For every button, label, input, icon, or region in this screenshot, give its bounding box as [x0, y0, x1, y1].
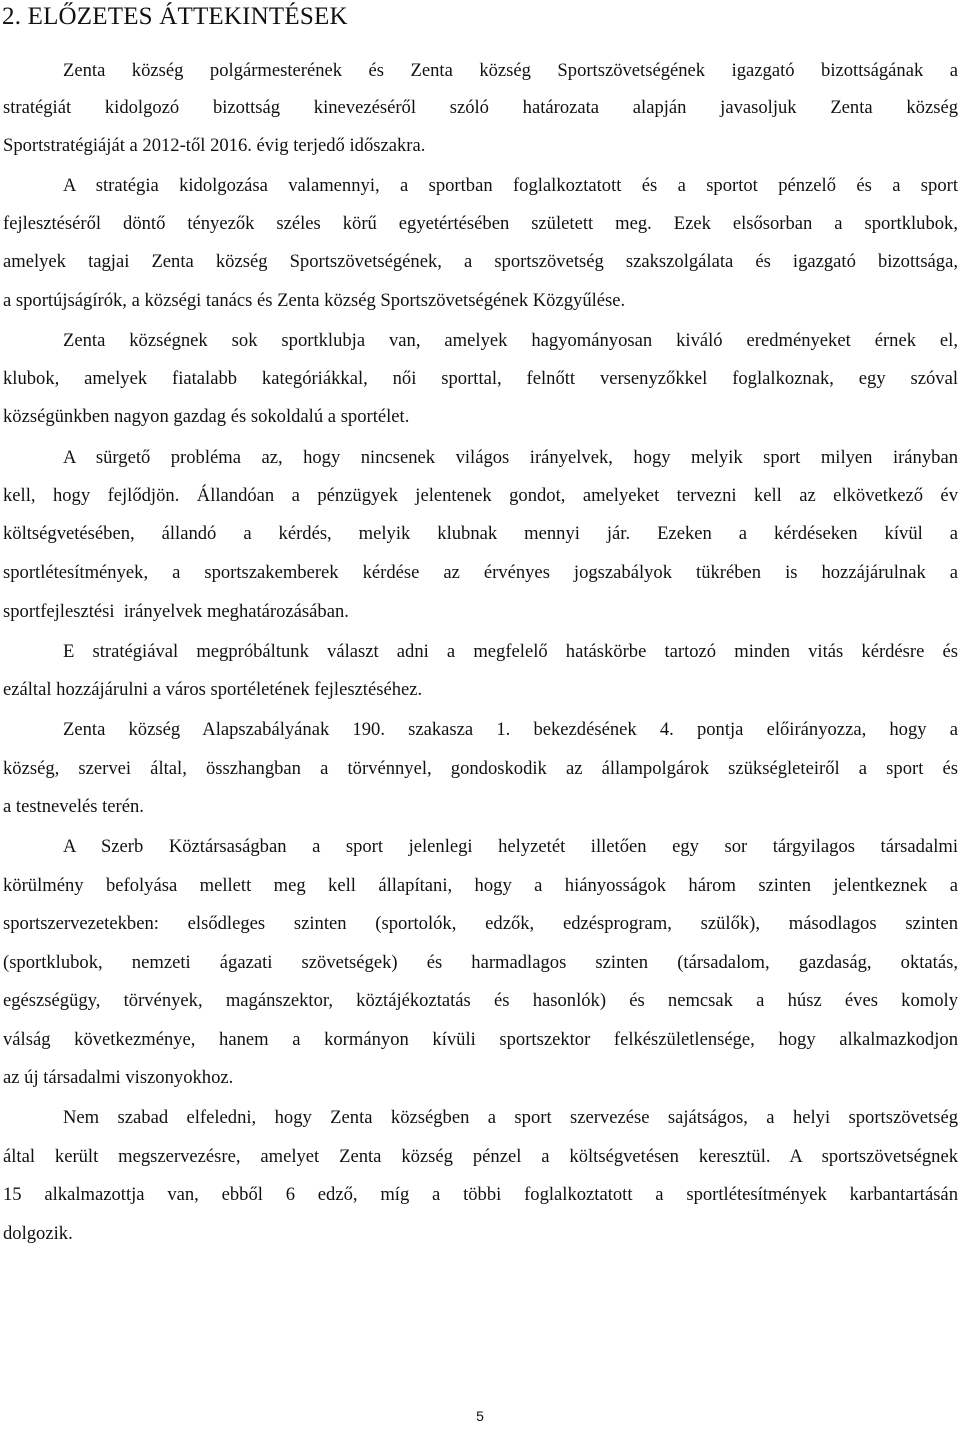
text-line-31: dolgozik. — [3, 1223, 73, 1244]
text-line-2: stratégiát kidolgozó bizottság kinevezéséről szóló határozata alapján javasoljuk Zenta község — [3, 97, 958, 118]
text-line-6: amelyek tagjai Zenta község Sportszövetségének, a sportszövetség szakszolgálata és igazgató bizottsága, — [3, 251, 958, 272]
text-line-3: Sportstratégiáját a 2012-től 2016. évig terjedő időszakra. — [3, 135, 426, 156]
text-line-21: A Szerb Köztársaságban a sport jelenlegi helyzetét illetően egy sor tárgyilagos társadalmi — [63, 836, 958, 857]
text-line-29: által került megszervezésre, amelyet Zenta község pénzel a költségvetésen keresztül. A sportszövetségnek — [3, 1146, 958, 1167]
text-line-17: ezáltal hozzájárulni a város sportéletének fejlesztéséhez. — [3, 679, 423, 700]
text-line-4: A stratégia kidolgozása valamennyi, a sportban foglalkoztatott és a sportot pénzelő és a sport — [63, 175, 958, 196]
text-line-23: sportszervezetekben: elsődleges szinten (sportolók, edzők, edzésprogram, szülők), másodlagos szinten — [3, 913, 958, 934]
text-line-11: A sürgető probléma az, hogy nincsenek világos irányelvek, hogy melyik sport milyen irányban — [63, 447, 958, 468]
text-line-15: sportfejlesztési irányelvek meghatározásában. — [3, 601, 349, 622]
text-line-28: Nem szabad elfeledni, hogy Zenta községben a sport szervezése sajátságos, a helyi sportszövetség — [63, 1107, 958, 1128]
text-line-19: község, szervei által, összhangban a törvénnyel, gondoskodik az állampolgárok szükségleteiről a sport és — [3, 758, 958, 779]
text-line-14: sportlétesítmények, a sportszakemberek kérdése az érvényes jogszabályok tükrében is hozzájárulnak a — [3, 562, 958, 583]
text-line-7: a sportújságírók, a községi tanács és Zenta község Sportszövetségének Közgyűlése. — [3, 290, 626, 311]
text-line-9: klubok, amelyek fiatalabb kategóriákkal, női sporttal, felnőtt versenyzőkkel foglalkoznak, egy szóval — [3, 368, 958, 389]
text-line-18: Zenta község Alapszabályának 190. szakasza 1. bekezdésének 4. pontja előirányozza, hogy a — [63, 719, 958, 740]
text-line-5: fejlesztéséről döntő tényezők széles körű egyetértésében született meg. Ezek elsősorban a sportklubok, — [3, 213, 958, 234]
section-heading: 2. ELŐZETES ÁTTEKINTÉSEK — [2, 3, 348, 30]
text-line-16: E stratégiával megpróbáltunk választ adni a megfelelő hatáskörbe tartozó minden vitás kérdésre és — [63, 641, 958, 662]
text-line-1: Zenta község polgármesterének és Zenta község Sportszövetségének igazgató bizottságának a — [63, 60, 958, 81]
text-line-8: Zenta községnek sok sportklubja van, amelyek hagyományosan kiváló eredményeket érnek el, — [63, 330, 958, 351]
text-line-26: válság következménye, hanem a kormányon kívüli sportszektor felkészületlensége, hogy alkalmazkodjon — [3, 1029, 958, 1050]
text-line-12: kell, hogy fejlődjön. Állandóan a pénzügyek jelentenek gondot, amelyeket tervezni kell az elkövetkező év — [3, 485, 958, 506]
text-line-30: 15 alkalmazottja van, ebből 6 edző, míg a többi foglalkoztatott a sportlétesítmények karbantartásán — [3, 1184, 958, 1205]
text-line-22: körülmény befolyása mellett meg kell állapítani, hogy a hiányosságok három szinten jelentkeznek a — [3, 875, 958, 896]
text-line-13: költségvetésében, állandó a kérdés, melyik klubnak mennyi jár. Ezeken a kérdéseken kívül a — [3, 523, 958, 544]
page-number: 5 — [476, 1408, 484, 1424]
text-line-25: egészségügy, törvények, magánszektor, köztájékoztatás és hasonlók) és nemcsak a húsz éves komoly — [3, 990, 958, 1011]
text-line-20: a testnevelés terén. — [3, 796, 144, 817]
text-line-10: községünkben nagyon gazdag és sokoldalú a sportélet. — [3, 406, 410, 427]
text-line-27: az új társadalmi viszonyokhoz. — [3, 1067, 234, 1088]
text-line-24: (sportklubok, nemzeti ágazati szövetségek) és harmadlagos szinten (társadalom, gazdaság, oktatás, — [3, 952, 958, 973]
